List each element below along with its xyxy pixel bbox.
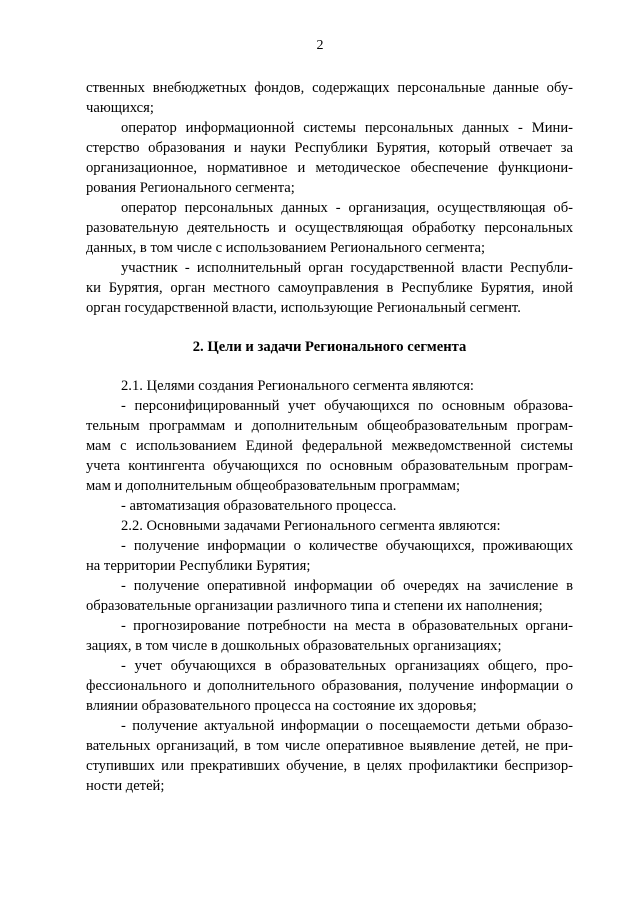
text-line: тельным программам и дополнительным общеобразовательным програм-	[86, 418, 573, 434]
text-line: ности детей;	[86, 778, 165, 794]
text-line: ственных внебюджетных фондов, содержащих персональные данные обу-	[86, 80, 573, 96]
text-line: стерство образования и науки Республики Бурятия, который отвечает за	[86, 140, 573, 156]
text-line: 2.2. Основными задачами Регионального сегмента являются:	[121, 518, 501, 534]
text-line: - прогнозирование потребности на места в образовательных органи-	[121, 618, 573, 634]
text-line: мам и дополнительным общеобразовательным программам;	[86, 478, 461, 494]
text-line: фессионального и дополнительного образования, получение информации о	[86, 678, 573, 694]
text-line: - автоматизация образовательного процесса.	[121, 498, 397, 514]
text-line: влиянии образовательного процесса на состояние их здоровья;	[86, 698, 477, 714]
text-line: учета контингента обучающихся по основным образовательным програм-	[86, 458, 573, 474]
text-line: данных, в том числе с использованием Регионального сегмента;	[86, 240, 486, 256]
text-line: участник - исполнительный орган государственной власти Республи-	[121, 260, 573, 276]
text-line: оператор информационной системы персональных данных - Мини-	[121, 120, 573, 136]
text-line: организационное, нормативное и методическое обеспечение функциони-	[86, 160, 573, 176]
text-line: на территории Республики Бурятия;	[86, 558, 311, 574]
text-line: - учет обучающихся в образовательных организациях общего, про-	[121, 658, 573, 674]
text-line: зациях, в том числе в дошкольных образовательных организациях;	[86, 638, 502, 654]
text-line: рования Регионального сегмента;	[86, 180, 295, 196]
text-line: вательных организаций, в том числе оперативное выявление детей, не при-	[86, 738, 573, 754]
text-line: ки Бурятия, орган местного самоуправления в Республике Бурятия, иной	[86, 280, 573, 296]
text-line: - персонифицированный учет обучающихся по основным образова-	[121, 398, 573, 414]
text-line: оператор персональных данных - организация, осуществляющая об-	[121, 200, 573, 216]
text-line: - получение информации о количестве обучающихся, проживающих	[121, 538, 573, 554]
text-line: мам с использованием Единой федеральной межведомственной системы	[86, 438, 573, 454]
text-line: 2.1. Целями создания Регионального сегмента являются:	[121, 378, 474, 394]
text-line: - получение оперативной информации об очередях на зачисление в	[121, 578, 573, 594]
text-line: ступивших или прекративших обучение, в целях профилактики беспризор-	[86, 758, 573, 774]
text-line: чающихся;	[86, 100, 154, 116]
text-line: - получение актуальной информации о посещаемости детьми образо-	[121, 718, 573, 734]
page-number: 2	[316, 38, 324, 53]
text-line: орган государственной власти, использующие Региональный сегмент.	[86, 300, 521, 316]
text-line: разовательную деятельность и осуществляющая обработку персональных	[86, 220, 573, 236]
text-line: образовательные организации различного типа и степени их наполнения;	[86, 598, 543, 614]
section-heading: 2. Цели и задачи Регионального сегмента	[192, 339, 467, 355]
